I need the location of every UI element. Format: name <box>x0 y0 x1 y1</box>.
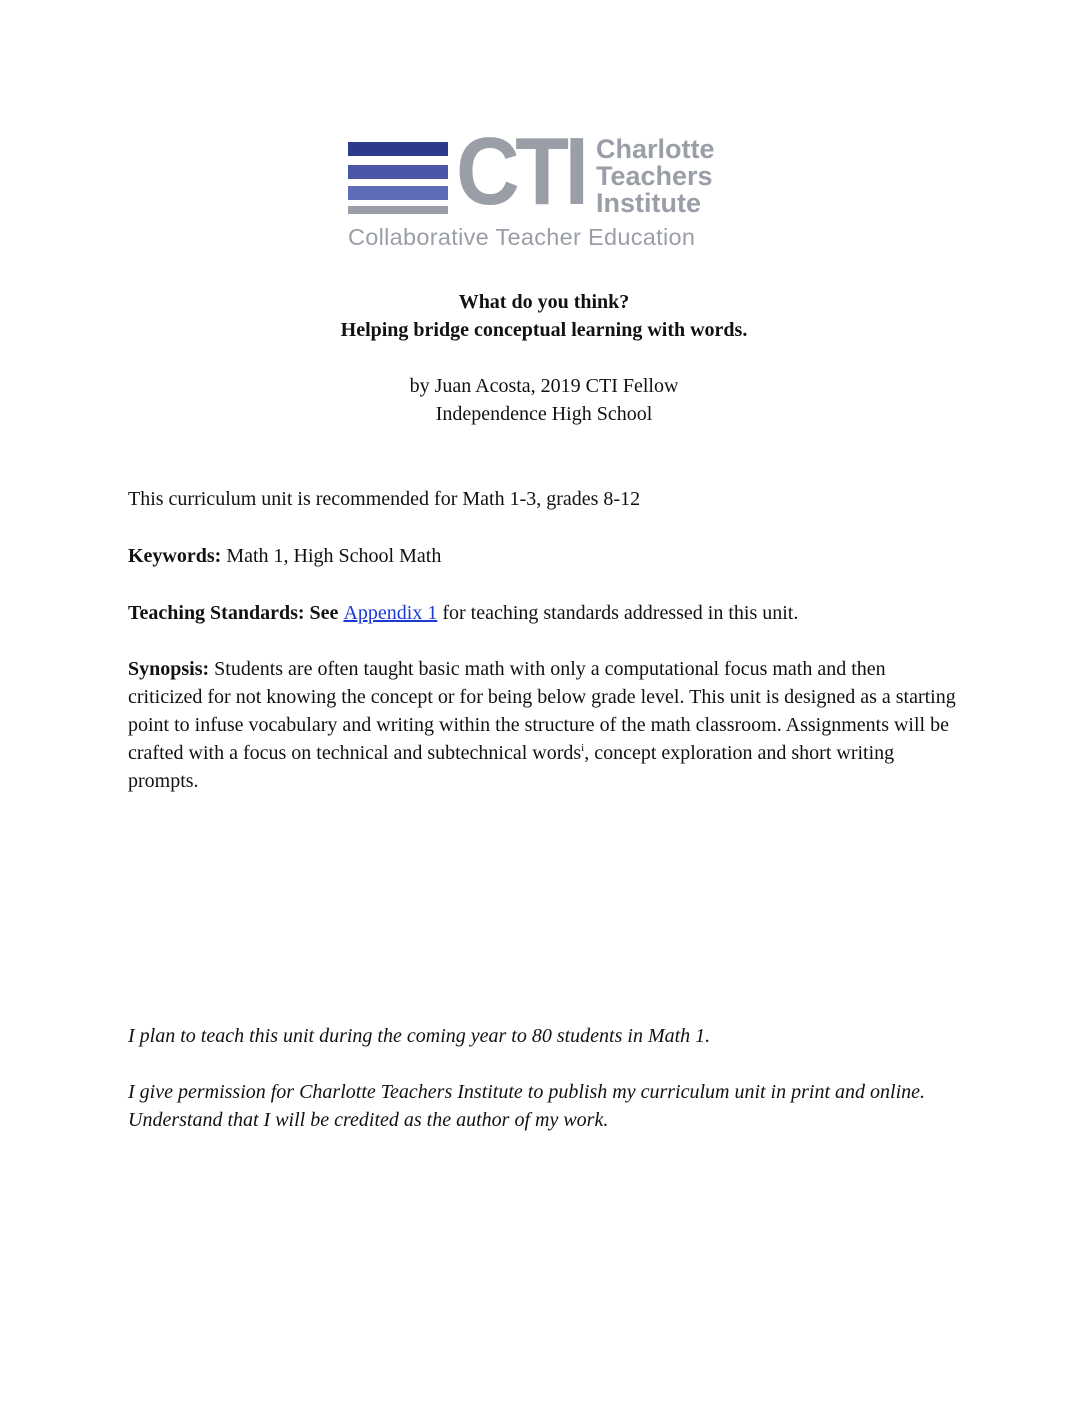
logo-tagline: Collaborative Teacher Education <box>348 224 696 250</box>
synopsis-paragraph <box>128 655 960 795</box>
teaching-plan-statement: I plan to teach this unit during the coming year to 80 students in Math 1. <box>128 1025 711 1047</box>
synopsis-end: , concept exploration and short writing prompts. <box>128 742 895 792</box>
school-line: Independence High School <box>435 403 653 425</box>
standards-see: See <box>304 602 344 624</box>
logo-bar <box>348 186 448 200</box>
keywords-line <box>128 542 960 570</box>
logo-bar <box>348 165 448 179</box>
footnote-marker[interactable]: i <box>581 742 585 754</box>
logo-bars-icon <box>348 142 448 214</box>
logo-name-line: Charlotte <box>596 134 715 164</box>
logo-bar <box>348 206 448 214</box>
standards-line <box>128 599 960 627</box>
document-title: What do you think? <box>458 291 630 313</box>
standards-label: Teaching Standards: <box>128 602 305 624</box>
keywords-label: Keywords: <box>128 545 222 567</box>
logo-name-line: Teachers <box>596 161 713 191</box>
appendix-1-link[interactable]: Appendix 1 <box>343 602 438 624</box>
logo-name-line: Institute <box>596 188 701 218</box>
logo-name <box>596 136 715 217</box>
logo-mark: CTI <box>456 118 585 225</box>
synopsis-label: Synopsis: <box>128 658 210 680</box>
recommendation-text: This curriculum unit is recommended for Math 1-3, grades 8-12 <box>128 488 641 510</box>
document-subtitle: Helping bridge conceptual learning with words. <box>340 319 748 341</box>
synopsis-text: Students are often taught basic math with only a computational focus math and then criticized for not knowing the concept or for being below grade level. This unit is designed as a starting point to infuse vocabulary and writing within the structure of the math classroom. Assignments will be crafted with a focus on technical and subtechnical words <box>128 658 956 764</box>
standards-rest: for teaching standards addressed in this unit. <box>437 602 799 624</box>
logo-bar <box>348 142 448 156</box>
permission-statement: I give permission for Charlotte Teachers Institute to publish my curriculum unit in print and online. Understand that I will be credited as the author of my work. <box>128 1081 926 1131</box>
cti-logo <box>348 118 748 254</box>
keywords-value: Math 1, High School Math <box>221 545 442 567</box>
author-line: by Juan Acosta, 2019 CTI Fellow <box>409 375 679 397</box>
